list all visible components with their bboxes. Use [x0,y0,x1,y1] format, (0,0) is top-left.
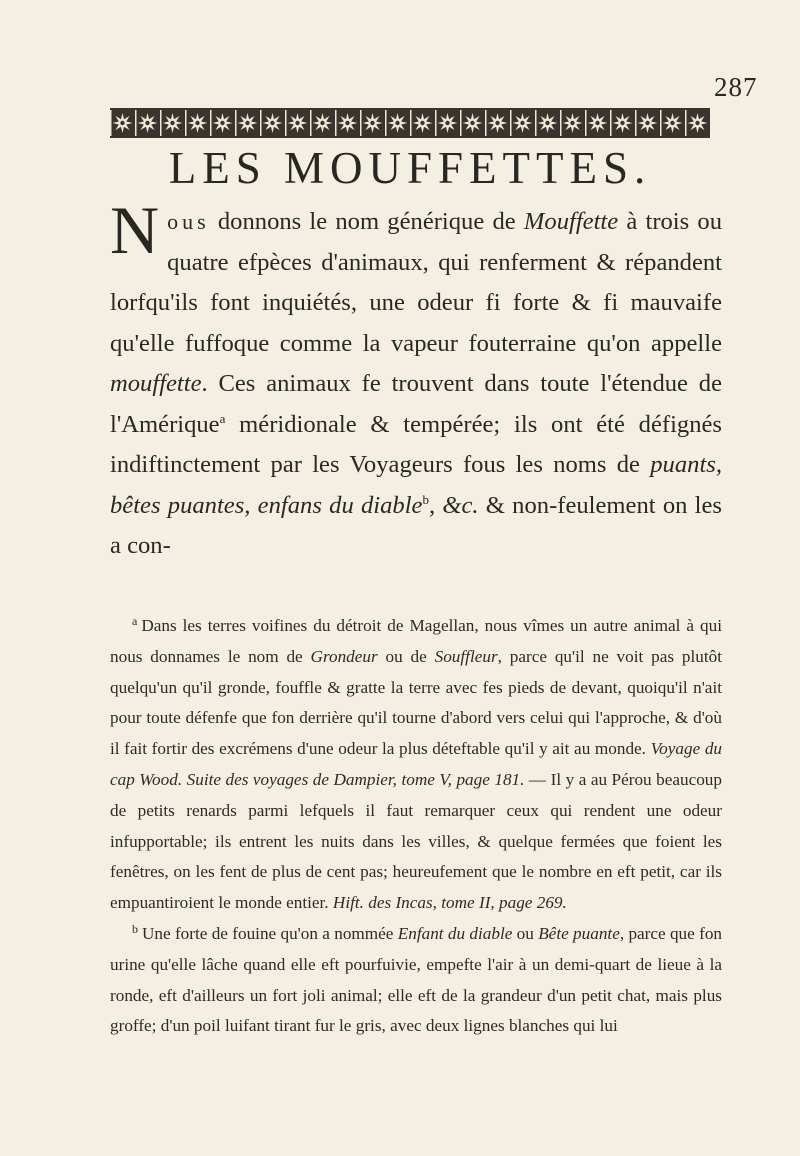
drop-cap: N [110,192,160,268]
ornament-dot [170,121,174,125]
ornament-divider [235,110,237,136]
ornament-dot [270,121,274,125]
ornament-divider [185,110,187,136]
ornament-dot [445,121,449,125]
footnote-text: , parce qu'il ne voit pas plutôt quelqu'un qu'il gronde, fouffle & gratte la terre avec fes pieds de devant, quoiqu'il n'ait pour toute défenfe que fon derrière qu'il tourne d'abord vers celui qui l'approche, & d'où il fait fortir des excrémens d'une odeur la plus déteftable qu'il y ait au monde. [110,646,722,759]
ornament-divider [435,110,437,136]
ornament-dot [195,121,199,125]
opening-word: ous [167,209,210,234]
footnote-citation: Voyage du cap Wood. Suite des voyages de Dampier, tome V, page 181. [110,739,723,789]
ornament-divider [335,110,337,136]
ornament-divider [535,110,537,136]
ornament-divider [310,110,312,136]
footnote-text: Dans les terres voifines du détroit de Magellan, nous vîmes un autre animal à qui nous donnames le nom de [110,616,722,666]
ornament-dot [370,121,374,125]
ornament-divider [485,110,487,136]
ornament-divider [360,110,362,136]
footnote-text: , parce que fon urine qu'elle lâche quand elle eft pourfuivie, empefte l'air à un demi-quart de lieue à la ronde, eft d'ailleurs un fort joli animal; elle eft de la grandeur d'un petit chat, mais plus groffe; d'un poil luifant tirant fur le gris, avec deux lignes blanches qui lui [110,923,723,1036]
footnote-name: Souffleur [434,646,498,666]
ornament-dot [520,121,524,125]
ornament-dot [695,121,699,125]
ornament-dot [145,121,149,125]
footnote-text: ou [512,923,539,943]
chapter-title: LES MOUFFETTES. [168,143,652,193]
ornament-dot [345,121,349,125]
ornament-divider [285,110,287,136]
ornament-dot [470,121,474,125]
ornament-divider [210,110,212,136]
footnote-b [110,919,722,1042]
ornament-dot [620,121,624,125]
ornament-divider [385,110,387,136]
body-text-segment: méridionale & tempérée; ils ont été défignés indiftinctement par les Voyageurs fous les noms de [110,410,722,478]
ornament-divider [510,110,512,136]
ornament-divider [635,110,637,136]
ornament-divider [160,110,162,136]
ornament-divider [660,110,662,136]
footnote-ref-a: a [219,410,226,426]
body-text-segment: à trois ou quatre efpèces d'animaux, qui renferment & répandent lorfqu'ils font inquiétés, une odeur fi forte & fi mauvaife qu'elle fuffoque comme la vapeur fouterraine qu'on appelle [110,208,723,357]
ornament-dot [420,121,424,125]
ornament-dot [595,121,599,125]
main-paragraph [110,192,723,567]
ornament-divider [560,110,562,136]
term-mouffette: Mouffette [523,208,619,235]
body-text-segment: donnons le nom générique de [209,208,524,235]
body-text-segment: . Ces animaux fe trouvent dans toute l'étendue de l'Amérique [110,370,722,438]
footnote-text: — Il y a au Pérou beaucoup de petits renards parmi lefquels il faut remarquer ceux qui rendent une odeur infupportable; ils entrent les nuits dans les villes, & quelque fermées que foient les fenêtres, on les fent de plus de cent pas; heureufement que le nombre en eft petit, car ils empuantiroient le monde entier. [110,769,722,913]
footnote-a [110,611,722,919]
term-etc: , &c. [428,491,479,519]
page-number: 287 [714,72,758,102]
ornament-divider [610,110,612,136]
ornament-divider [585,110,587,136]
ornament-divider [110,110,112,136]
ornament-dot [545,121,549,125]
term-mouffette-lower: mouffette [110,370,202,397]
ornament-dot [245,121,249,125]
ornament-dot [395,121,399,125]
footnote-text: ou de [377,646,435,666]
ornament-dot [645,121,649,125]
ornament-dot [320,121,324,125]
body-text-segment: & non-feulement on les a con- [110,491,723,559]
ornament-dot [670,121,674,125]
ornament-dot [495,121,499,125]
footnote-marker-b: b [132,921,138,936]
footnote-marker-a: a [132,614,138,628]
ornament-dot [120,121,124,125]
footnotes [110,611,722,1042]
ornament-dot [220,121,224,125]
ornament-dot [570,121,574,125]
ornament-divider [135,110,137,136]
term-puants: puants, bêtes puantes, enfans du diable [110,451,722,519]
footnote-text: Une forte de fouine qu'on a nommée [142,923,398,943]
footnote-name: Enfant du diable [397,923,513,943]
footnote-name: Grondeur [310,646,378,666]
ornament-divider [460,110,462,136]
ornamental-header-band [110,108,710,138]
footnote-name: Bête puante [538,923,620,943]
ornament-divider [410,110,412,136]
footnote-ref-b: b [422,491,429,507]
footnote-citation: Hift. des Incas, tome II, page 269. [332,893,567,913]
ornament-divider [260,110,262,136]
ornament-dot [295,121,299,125]
ornament-divider [685,110,687,136]
